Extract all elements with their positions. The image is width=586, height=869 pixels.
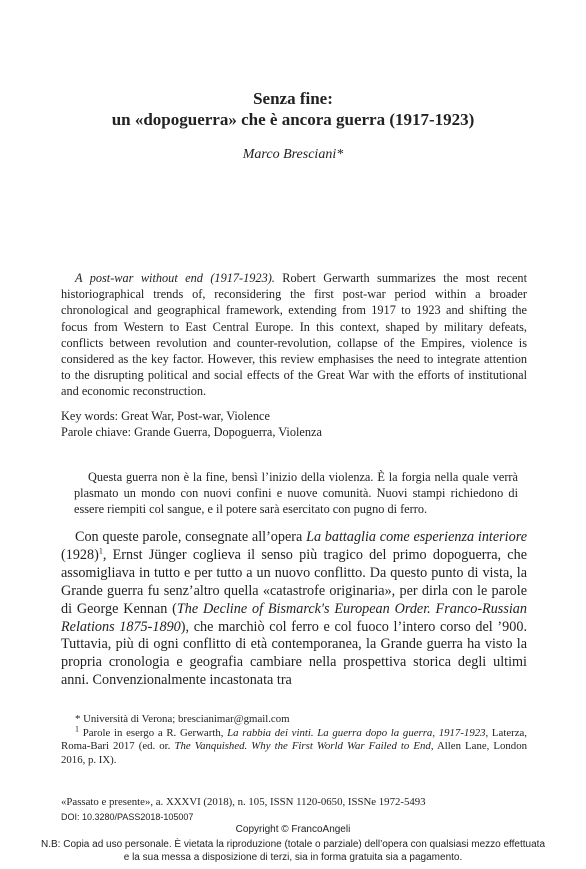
footnote-1 xyxy=(61,724,528,767)
footnote-1-text-c: , Allen Lane, London 2016, p. IX). xyxy=(61,740,528,766)
footnote-1-text-b: , Laterza, Roma-Bari 2017 (ed. or. xyxy=(61,727,527,753)
author-name: Marco Bresciani* xyxy=(242,147,344,162)
abstract-text: Robert Gerwarth summarizes the most recent historiographical trends of, reconsidering the first post-war period within a broader chronological and geographical framework, extending from 1917 to 1923 and shifting the focus from Western to East Central Europe. In this context, shaped by military defeats, conflicts between revolution and counter-revolution, collapse of the Empires, violence is considered as the key factor. However, this review emphasises the need to integrate attention to the disrupting political and social effects of the Great War with the efforts of institutional and economic reconstruction. xyxy=(61,271,527,399)
title-line-2: un «dopoguerra» che è ancora guerra (1917-1923) xyxy=(111,110,475,129)
footnote-1-text-a: Parole in esergo a R. Gerwarth, xyxy=(79,727,228,739)
copyright-line: Copyright © FrancoAngeli xyxy=(235,824,351,835)
doi-line: DOI: 10.3280/PASS2018-105007 xyxy=(61,812,194,822)
article-title xyxy=(40,88,546,130)
journal-citation: «Passato e presente», a. XXXVI (2018), n. 105, ISSN 1120-0650, ISSNe 1972-5493 xyxy=(61,796,426,808)
title-line-1: Senza fine: xyxy=(253,89,333,108)
epigraph: Questa guerra non è la fine, bensì l’inizio della violenza. È la forgia nella quale verrà plasmato un mondo con nuovi confini e nuove comunità. Nuovi stampi richiedono di essere riempiti col sangue, e il potere sarà esercitato con pugno di ferro. xyxy=(74,470,518,517)
abstract xyxy=(61,270,527,400)
footnote-1-work-b: The Vanquished. Why the First World War Failed to End xyxy=(174,740,431,753)
cited-work-2: The Decline of Bismarck's European Order. Franco-Russian Relations 1875-1890 xyxy=(61,600,527,635)
footnote-reference[interactable]: 1 xyxy=(98,546,103,556)
footnote-1-marker: 1 xyxy=(75,724,79,734)
cited-work-1: La battaglia come esperienza interiore xyxy=(306,529,527,545)
keywords-italian: Parole chiave: Grande Guerra, Dopoguerra, Violenza xyxy=(61,425,322,439)
abstract-lead: A post-war without end (1917-1923). xyxy=(75,271,275,285)
body-text-1: Con queste parole, consegnate all’opera xyxy=(75,529,307,545)
body-paragraph xyxy=(61,529,527,690)
body-text-4: ), che marchiò col ferro e col fuoco l’intero corso del ’900. Tuttavia, più di ogni conflitto di età contemporanea, la Grande guerra ha visto la propria cronologia e geografia cambiare nella prospettiva storica degli ultimi anni. Convenzionalmente incastonata tra xyxy=(61,618,527,689)
footnote-affiliation: * Università di Verona; brescianimar@gmail.com xyxy=(75,713,290,725)
usage-notice: N.B: Copia ad uso personale. È vietata la riproduzione (totale o parziale) dell’opera con qualsiasi mezzo effettuata e la sua messa a disposizione di terzi, sia in forma gratuita sia a pagamento. xyxy=(41,839,545,863)
body-text-2: (1928) xyxy=(61,546,99,563)
keywords-english: Key words: Great War, Post-war, Violence xyxy=(61,409,270,423)
footnote-1-work-a: La rabbia dei vinti. La guerra dopo la guerra, 1917-1923 xyxy=(227,727,486,739)
body-text-3: , Ernst Jünger coglieva il senso più tragico del primo dopoguerra, che assomigliava in tutto e per tutto a un nuovo conflitto. Da questo punto di vista, la Grande guerra fu senz’altro quella «catastrofe originaria», per dirla con le parole di George Kennan ( xyxy=(61,546,527,617)
